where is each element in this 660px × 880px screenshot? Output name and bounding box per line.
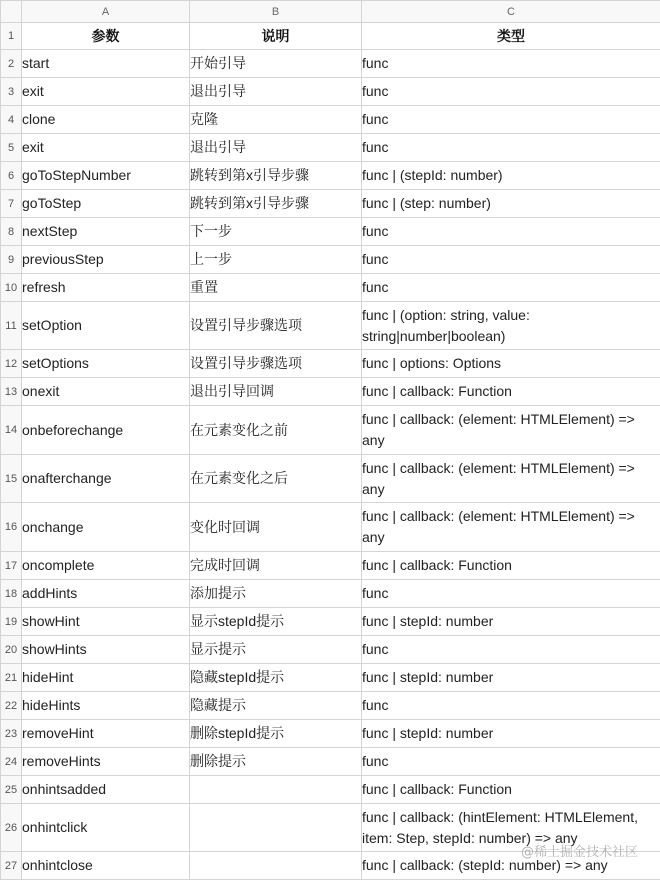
cell-param[interactable]: onchange (22, 503, 190, 552)
cell-type[interactable]: func | callback: Function (362, 378, 660, 406)
table-row (1, 274, 660, 302)
cell-desc[interactable]: 在元素变化之前 (190, 406, 362, 455)
cell-type[interactable]: func (362, 246, 660, 274)
cell-desc[interactable]: 完成时回调 (190, 552, 362, 580)
cell-type[interactable]: func (362, 636, 660, 664)
table-row (1, 78, 660, 106)
cell-param[interactable]: goToStepNumber (22, 162, 190, 190)
row-number[interactable]: 26 (1, 804, 22, 852)
cell-desc[interactable]: 克隆 (190, 106, 362, 134)
row-number[interactable]: 6 (1, 162, 22, 190)
cell-type[interactable]: func | callback: Function (362, 552, 660, 580)
cell-param[interactable]: onhintclick (22, 804, 190, 852)
cell-desc[interactable] (190, 804, 362, 852)
column-header-c[interactable]: C (362, 1, 660, 23)
cell-type[interactable]: func | (option: string, value: string|number|boolean) (362, 302, 660, 350)
cell-type[interactable]: func | stepId: number (362, 720, 660, 748)
table-row (1, 636, 660, 664)
row-number[interactable]: 10 (1, 274, 22, 302)
table-row (1, 406, 660, 455)
row-number[interactable]: 24 (1, 748, 22, 776)
cell-param[interactable]: onafterchange (22, 455, 190, 503)
row-number[interactable]: 19 (1, 608, 22, 636)
cell-type[interactable]: func (362, 218, 660, 246)
row-number[interactable]: 1 (1, 23, 22, 50)
cell-desc[interactable]: 设置引导步骤选项 (190, 302, 362, 350)
cell-desc[interactable]: 删除提示 (190, 748, 362, 776)
cell-desc[interactable]: 设置引导步骤选项 (190, 350, 362, 378)
cell-desc[interactable]: 删除stepId提示 (190, 720, 362, 748)
cell-desc[interactable]: 添加提示 (190, 580, 362, 608)
cell-desc[interactable]: 重置 (190, 274, 362, 302)
row-number[interactable]: 18 (1, 580, 22, 608)
cell-type[interactable]: func | options: Options (362, 350, 660, 378)
cell-type[interactable]: func (362, 692, 660, 720)
row-number[interactable]: 17 (1, 552, 22, 580)
table-row (1, 106, 660, 134)
table-row (1, 134, 660, 162)
cell-desc[interactable]: 退出引导 (190, 134, 362, 162)
column-header-b[interactable]: B (190, 1, 362, 23)
cell-type[interactable]: func | callback: Function (362, 776, 660, 804)
cell-param[interactable]: start (22, 50, 190, 78)
table-row (1, 378, 660, 406)
table-row (1, 776, 660, 804)
cell-desc[interactable]: 隐藏提示 (190, 692, 362, 720)
table-row (1, 692, 660, 720)
cell-type[interactable]: func | callback: (stepId: number) => any (362, 852, 660, 880)
cell-type[interactable]: func | callback: (hintElement: HTMLElement, item: Step, stepId: number) => any (362, 804, 660, 852)
cell-param[interactable]: clone (22, 106, 190, 134)
row-number[interactable]: 21 (1, 664, 22, 692)
row-number[interactable]: 14 (1, 406, 22, 455)
cell-param[interactable]: onhintclose (22, 852, 190, 880)
cell-param[interactable]: removeHints (22, 748, 190, 776)
table-row (1, 720, 660, 748)
table-row (1, 302, 660, 350)
cell-type[interactable]: func (362, 78, 660, 106)
cell-desc[interactable]: 跳转到第x引导步骤 (190, 162, 362, 190)
cell-param[interactable]: onbeforechange (22, 406, 190, 455)
cell-type[interactable]: func (362, 580, 660, 608)
cell-type[interactable]: func (362, 134, 660, 162)
header-cell-type[interactable]: 类型 (362, 23, 660, 50)
cell-param[interactable]: onexit (22, 378, 190, 406)
table-row (1, 162, 660, 190)
cell-desc[interactable]: 下一步 (190, 218, 362, 246)
cell-type[interactable]: func (362, 50, 660, 78)
row-number[interactable]: 20 (1, 636, 22, 664)
column-header-a[interactable]: A (22, 1, 190, 23)
row-number[interactable]: 12 (1, 350, 22, 378)
cell-desc[interactable] (190, 852, 362, 880)
cell-type[interactable]: func | callback: (element: HTMLElement) => any (362, 406, 660, 455)
cell-param[interactable]: setOption (22, 302, 190, 350)
cell-desc[interactable]: 退出引导回调 (190, 378, 362, 406)
cell-desc[interactable]: 变化时回调 (190, 503, 362, 552)
row-number[interactable]: 23 (1, 720, 22, 748)
row-number[interactable]: 13 (1, 378, 22, 406)
watermark: @稀土掘金技术社区 (520, 845, 638, 860)
cell-desc[interactable]: 显示提示 (190, 636, 362, 664)
corner-cell[interactable] (1, 1, 22, 23)
row-number[interactable]: 5 (1, 134, 22, 162)
cell-param[interactable]: oncomplete (22, 552, 190, 580)
cell-param[interactable]: removeHint (22, 720, 190, 748)
row-number[interactable]: 9 (1, 246, 22, 274)
cell-desc[interactable]: 开始引导 (190, 50, 362, 78)
cell-type[interactable]: func | callback: (element: HTMLElement) => any (362, 455, 660, 503)
row-number[interactable]: 7 (1, 190, 22, 218)
table-row (1, 503, 660, 552)
cell-param[interactable]: addHints (22, 580, 190, 608)
row-number[interactable]: 27 (1, 852, 22, 880)
cell-type[interactable]: func (362, 106, 660, 134)
row-number[interactable]: 16 (1, 503, 22, 552)
cell-param[interactable]: goToStep (22, 190, 190, 218)
table-row (1, 608, 660, 636)
column-header-row (1, 1, 660, 23)
cell-param[interactable]: refresh (22, 274, 190, 302)
cell-param[interactable]: hideHint (22, 664, 190, 692)
cell-param[interactable]: hideHints (22, 692, 190, 720)
cell-type[interactable]: func | (stepId: number) (362, 162, 660, 190)
cell-desc[interactable]: 显示stepId提示 (190, 608, 362, 636)
table-row (1, 218, 660, 246)
cell-type[interactable]: func (362, 748, 660, 776)
cell-desc[interactable]: 上一步 (190, 246, 362, 274)
table-row (1, 350, 660, 378)
cell-desc[interactable]: 在元素变化之后 (190, 455, 362, 503)
row-number[interactable]: 3 (1, 78, 22, 106)
cell-param[interactable]: setOptions (22, 350, 190, 378)
header-cell-param[interactable]: 参数 (22, 23, 190, 50)
row-number[interactable]: 25 (1, 776, 22, 804)
cell-param[interactable]: exit (22, 134, 190, 162)
cell-type[interactable]: func (362, 274, 660, 302)
cell-type[interactable]: func | (step: number) (362, 190, 660, 218)
table-row (1, 580, 660, 608)
row-number[interactable]: 8 (1, 218, 22, 246)
cell-desc[interactable]: 退出引导 (190, 78, 362, 106)
cell-param[interactable]: nextStep (22, 218, 190, 246)
table-row (1, 246, 660, 274)
row-number[interactable]: 4 (1, 106, 22, 134)
cell-desc[interactable]: 跳转到第x引导步骤 (190, 190, 362, 218)
cell-desc[interactable] (190, 776, 362, 804)
cell-type[interactable]: func | stepId: number (362, 608, 660, 636)
header-cell-desc[interactable]: 说明 (190, 23, 362, 50)
cell-param[interactable]: showHint (22, 608, 190, 636)
cell-type[interactable]: func | callback: (element: HTMLElement) => any (362, 503, 660, 552)
row-number[interactable]: 22 (1, 692, 22, 720)
table-row (1, 455, 660, 503)
cell-param[interactable]: onhintsadded (22, 776, 190, 804)
table-row (1, 50, 660, 78)
cell-desc[interactable]: 隐藏stepId提示 (190, 664, 362, 692)
row-number[interactable]: 15 (1, 455, 22, 503)
table-row (1, 748, 660, 776)
row-number[interactable]: 2 (1, 50, 22, 78)
cell-param[interactable]: exit (22, 78, 190, 106)
cell-param[interactable]: previousStep (22, 246, 190, 274)
cell-param[interactable]: showHints (22, 636, 190, 664)
cell-type[interactable]: func | stepId: number (362, 664, 660, 692)
row-number[interactable]: 11 (1, 302, 22, 350)
header-row (1, 23, 660, 50)
table-row (1, 664, 660, 692)
table-row (1, 552, 660, 580)
table-row (1, 190, 660, 218)
